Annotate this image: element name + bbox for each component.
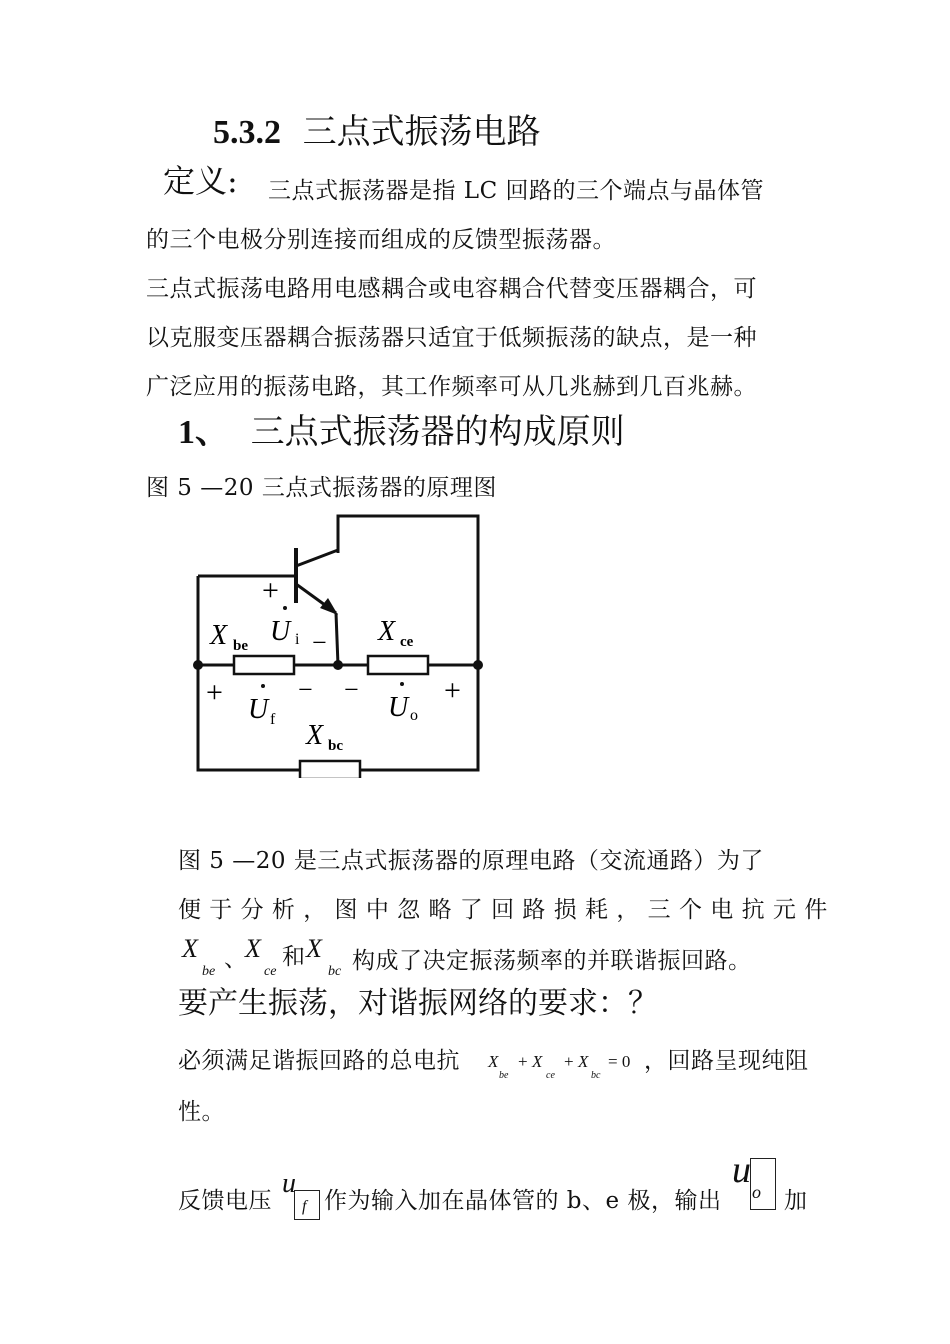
heading-construction-principle (178, 404, 625, 453)
uf-subscript: f (302, 1198, 307, 1215)
para3-pre: 必须满足谐振回路的总电抗 (178, 1048, 460, 1074)
definition-label: 定义: (163, 162, 238, 200)
xbe-subscript: be (202, 964, 216, 979)
f-p2: + (564, 1052, 574, 1071)
uo-label: U (388, 692, 409, 723)
para2-line2: 便 于 分 析 ， 图 中 忽 略 了 回 路 损 耗 ， 三 个 电 抗 元 件 (178, 897, 828, 923)
uf-label: U (248, 694, 269, 725)
xce-symbol: X (245, 934, 261, 963)
f-x1: X (488, 1052, 499, 1071)
xbc-symbol: X (306, 934, 322, 963)
ui-sub: i (295, 631, 300, 648)
node-left (193, 660, 203, 670)
para4-line (178, 1150, 818, 1230)
f-p1: + (518, 1052, 528, 1071)
xbe-sub: be (233, 638, 248, 654)
section-heading (213, 104, 541, 153)
resistor-xbc (300, 761, 360, 778)
xbc-subscript: bc (328, 964, 342, 979)
f-s1: be (499, 1070, 509, 1081)
minus-uf: − (298, 675, 313, 704)
xce-sub: ce (400, 634, 414, 650)
emitter-lead (336, 613, 338, 665)
xce-subscript: ce (264, 964, 277, 979)
heading-number: 1、 (178, 414, 229, 451)
para3-post: ，回路呈现纯阻 (644, 1048, 809, 1074)
uf-symbol: u (282, 1168, 296, 1199)
intro-line2: 以克服变压器耦合振荡器只适宜于低频振荡的缺点，是一种 (146, 325, 757, 351)
intro-line1: 三点式振荡电路用电感耦合或电容耦合代替变压器耦合，可 (146, 276, 757, 302)
f-s3: bc (591, 1070, 601, 1081)
minus-uo: − (344, 675, 359, 704)
section-title: 三点式振荡电路 (302, 112, 541, 152)
para4-pre: 反馈电压 (178, 1188, 272, 1214)
figure-caption: 图 5 —20 三点式振荡器的原理图 (146, 475, 497, 501)
xce-label: X (378, 616, 396, 647)
uo-sub: o (410, 707, 418, 724)
node-mid (333, 660, 343, 670)
para2-line1: 图 5 —20 是三点式振荡器的原理电路（交流通路）为了 (178, 848, 764, 874)
f-x2: X (532, 1052, 543, 1071)
heading-requirements: 要产生振荡，对谐振网络的要求：？ (178, 986, 658, 1021)
uo-subscript: o (752, 1182, 761, 1202)
section-number: 5.3.2 (213, 114, 281, 151)
uf-box (294, 1190, 320, 1220)
resistor-xce (368, 656, 428, 674)
separator: 、 (224, 946, 248, 972)
circuit-diagram (178, 508, 488, 778)
transistor-collector (296, 550, 338, 566)
heading-title: 三点式振荡器的构成原则 (250, 412, 625, 452)
and-word: 和 (282, 944, 306, 970)
ui-label: U (270, 616, 291, 647)
plus-uf: + (206, 676, 223, 709)
definition-line1: 三点式振荡器是指 LC 回路的三个端点与晶体管 (268, 178, 764, 204)
minus-ui: − (312, 628, 327, 657)
f-s2: ce (546, 1070, 555, 1081)
para4-mid: 作为输入加在晶体管的 b、e 极，输出 (324, 1188, 722, 1214)
xbc-sub: bc (328, 738, 343, 754)
uf-sub: f (270, 711, 276, 728)
para3-line1 (178, 1038, 818, 1088)
xbc-label: X (306, 720, 324, 751)
resistor-xbe (234, 656, 294, 674)
f-eq: = 0 (608, 1052, 631, 1071)
plus-ui: + (262, 574, 279, 607)
xbe-label: X (210, 620, 228, 651)
f-x3: X (578, 1052, 589, 1071)
definition-line2: 的三个电极分别连接而组成的反馈型振荡器。 (146, 227, 616, 253)
node-right (473, 660, 483, 670)
intro-line3: 广泛应用的振荡电路，其工作频率可从几兆赫到几百兆赫。 (146, 374, 757, 400)
emitter-arrow (320, 598, 338, 615)
para2-line3 (182, 930, 802, 980)
xbe-symbol: X (182, 934, 198, 963)
para3-line2: 性。 (178, 1099, 225, 1125)
uo-symbol: u (732, 1149, 751, 1191)
plus-uo: + (444, 674, 461, 707)
para2-tail: 构成了决定振荡频率的并联谐振回路。 (352, 948, 752, 974)
para4-post: 加 (784, 1188, 808, 1214)
